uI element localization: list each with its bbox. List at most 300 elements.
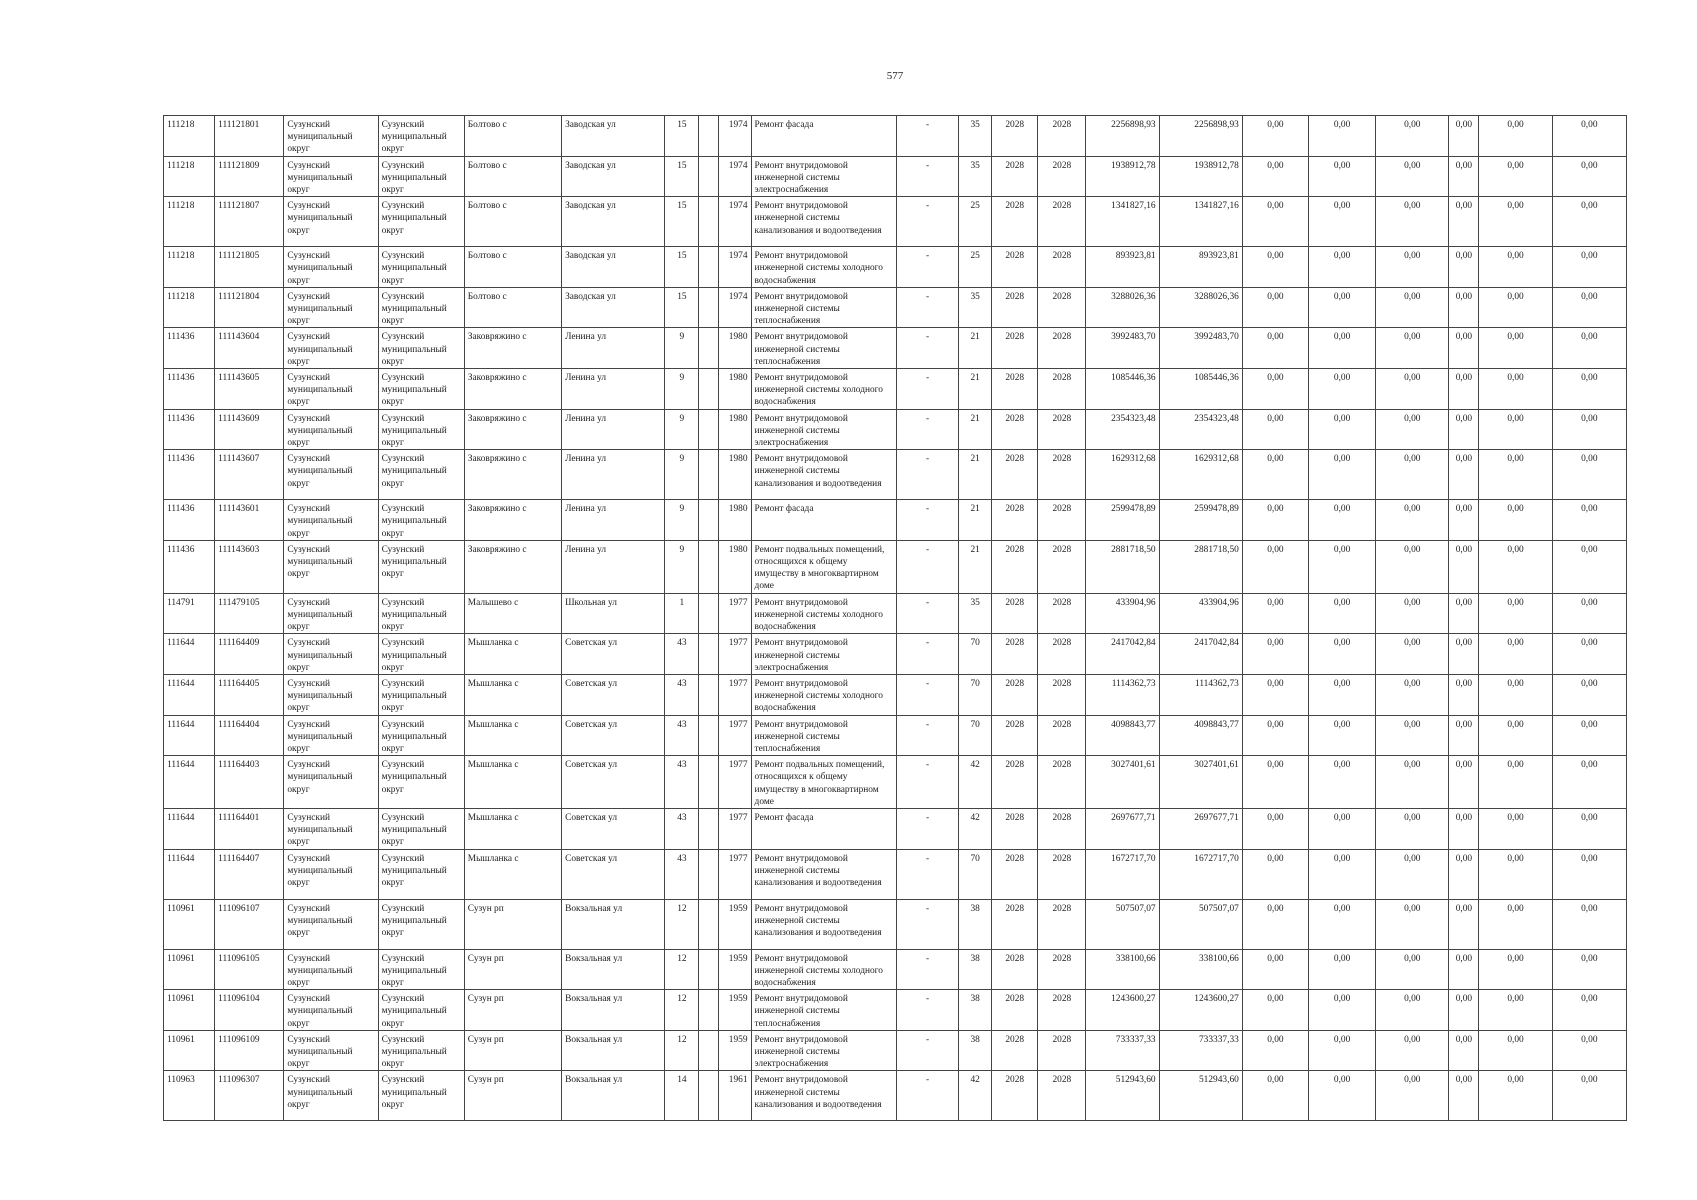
municipality-cell: Сузунский муниципальный округ: [284, 500, 378, 541]
cost-total-sum-cell: 2599478,89: [1159, 500, 1242, 541]
cost-total-sum-cell: 512943,60: [1159, 1071, 1242, 1121]
street-cell: Школьная ул: [562, 593, 665, 634]
cost-col-6-cell: 0,00: [1552, 949, 1626, 990]
cost-col-2-cell: 0,00: [1309, 328, 1376, 369]
house-id-cell: 110961: [164, 1030, 215, 1071]
work-type-cell: Ремонт внутридомовой инженерной системы канализования и водоотведения: [751, 197, 896, 247]
total-cost-cell: 433904,96: [1086, 593, 1159, 634]
cost-col-1-cell: 0,00: [1242, 328, 1308, 369]
dash-mark-cell: -: [896, 593, 958, 634]
cost-total-sum-cell: 2417042,84: [1159, 634, 1242, 675]
cost-col-2-cell: 0,00: [1309, 849, 1376, 899]
cost-col-2-cell: 0,00: [1309, 287, 1376, 328]
cost-col-2-cell: 0,00: [1309, 674, 1376, 715]
cost-col-2-cell: 0,00: [1309, 990, 1376, 1031]
cost-col-4-cell: 0,00: [1449, 634, 1479, 675]
cost-col-2-cell: 0,00: [1309, 1030, 1376, 1071]
dash-mark-cell: -: [896, 899, 958, 949]
total-cost-cell: 2256898,93: [1086, 116, 1159, 157]
dash-mark-cell: -: [896, 949, 958, 990]
work-type-cell: Ремонт внутридомовой инженерной системы канализования и водоотведения: [751, 849, 896, 899]
work-id-cell: 111164405: [215, 674, 284, 715]
cost-col-6-cell: 0,00: [1552, 156, 1626, 197]
total-cost-cell: 1938912,78: [1086, 156, 1159, 197]
cost-col-3-cell: 0,00: [1376, 808, 1449, 849]
cost-col-5-cell: 0,00: [1479, 899, 1552, 949]
plan-year-end-cell: 2028: [1038, 1030, 1086, 1071]
house-number-cell: 9: [665, 500, 699, 541]
year-built-cell: 1977: [719, 849, 751, 899]
total-cost-cell: 893923,81: [1086, 247, 1159, 288]
municipality-cell: Сузунский муниципальный округ: [284, 715, 378, 756]
street-cell: Вокзальная ул: [562, 949, 665, 990]
house-id-cell: 111218: [164, 287, 215, 328]
street-cell: Советская ул: [562, 634, 665, 675]
cost-col-4-cell: 0,00: [1449, 116, 1479, 157]
year-built-cell: 1980: [719, 540, 751, 593]
cost-total-sum-cell: 1629312,68: [1159, 450, 1242, 500]
cost-col-1-cell: 0,00: [1242, 500, 1308, 541]
locality-cell: Болтово с: [464, 156, 561, 197]
settlement-district-cell: Сузунский муниципальный округ: [378, 634, 464, 675]
municipality-cell: Сузунский муниципальный округ: [284, 1030, 378, 1071]
settlement-district-cell: Сузунский муниципальный округ: [378, 899, 464, 949]
cost-col-5-cell: 0,00: [1479, 450, 1552, 500]
year-built-cell: 1974: [719, 116, 751, 157]
cost-col-3-cell: 0,00: [1376, 674, 1449, 715]
table-row: [164, 287, 1627, 328]
work-id-cell: 111096105: [215, 949, 284, 990]
house-id-cell: 111218: [164, 247, 215, 288]
municipality-cell: Сузунский муниципальный округ: [284, 247, 378, 288]
year-built-cell: 1959: [719, 990, 751, 1031]
work-type-cell: Ремонт фасада: [751, 500, 896, 541]
dash-mark-cell: -: [896, 197, 958, 247]
cost-col-5-cell: 0,00: [1479, 808, 1552, 849]
plan-year-end-cell: 2028: [1038, 156, 1086, 197]
wear-percent-cell: 21: [959, 328, 992, 369]
house-id-cell: 111436: [164, 328, 215, 369]
settlement-district-cell: Сузунский муниципальный округ: [378, 116, 464, 157]
municipality-cell: Сузунский муниципальный округ: [284, 899, 378, 949]
wear-percent-cell: 70: [959, 715, 992, 756]
work-id-cell: 111164409: [215, 634, 284, 675]
house-id-cell: 111436: [164, 369, 215, 410]
settlement-district-cell: Сузунский муниципальный округ: [378, 540, 464, 593]
cost-col-3-cell: 0,00: [1376, 156, 1449, 197]
cost-col-5-cell: 0,00: [1479, 500, 1552, 541]
dash-mark-cell: -: [896, 849, 958, 899]
cost-col-4-cell: 0,00: [1449, 990, 1479, 1031]
street-cell: Заводская ул: [562, 287, 665, 328]
cost-total-sum-cell: 338100,66: [1159, 949, 1242, 990]
total-cost-cell: 2697677,71: [1086, 808, 1159, 849]
cost-total-sum-cell: 2256898,93: [1159, 116, 1242, 157]
locality-cell: Болтово с: [464, 197, 561, 247]
plan-year-start-cell: 2028: [992, 949, 1038, 990]
dash-mark-cell: -: [896, 409, 958, 450]
work-id-cell: 111121805: [215, 247, 284, 288]
municipality-cell: Сузунский муниципальный округ: [284, 949, 378, 990]
cost-col-6-cell: 0,00: [1552, 247, 1626, 288]
year-built-cell: 1980: [719, 409, 751, 450]
work-type-cell: Ремонт фасада: [751, 808, 896, 849]
dash-mark-cell: -: [896, 247, 958, 288]
cost-col-4-cell: 0,00: [1449, 450, 1479, 500]
house-number-cell: 9: [665, 369, 699, 410]
plan-year-end-cell: 2028: [1038, 715, 1086, 756]
cost-total-sum-cell: 3027401,61: [1159, 756, 1242, 809]
wear-percent-cell: 21: [959, 409, 992, 450]
year-built-cell: 1974: [719, 247, 751, 288]
table-row: [164, 849, 1627, 899]
locality-cell: Сузун рп: [464, 1071, 561, 1121]
work-type-cell: Ремонт внутридомовой инженерной системы теплоснабжения: [751, 287, 896, 328]
cost-col-5-cell: 0,00: [1479, 116, 1552, 157]
cost-total-sum-cell: 2881718,50: [1159, 540, 1242, 593]
cost-col-6-cell: 0,00: [1552, 715, 1626, 756]
plan-year-start-cell: 2028: [992, 899, 1038, 949]
municipality-cell: Сузунский муниципальный округ: [284, 369, 378, 410]
locality-cell: Сузун рп: [464, 990, 561, 1031]
house-number-cell: 43: [665, 715, 699, 756]
total-cost-cell: 507507,07: [1086, 899, 1159, 949]
cost-col-1-cell: 0,00: [1242, 156, 1308, 197]
plan-year-end-cell: 2028: [1038, 849, 1086, 899]
table-row: [164, 808, 1627, 849]
cost-col-3-cell: 0,00: [1376, 287, 1449, 328]
settlement-district-cell: Сузунский муниципальный округ: [378, 949, 464, 990]
house-id-cell: 111644: [164, 715, 215, 756]
street-cell: Ленина ул: [562, 328, 665, 369]
work-type-cell: Ремонт внутридомовой инженерной системы холодного водоснабжения: [751, 247, 896, 288]
cost-col-3-cell: 0,00: [1376, 369, 1449, 410]
cost-total-sum-cell: 2354323,48: [1159, 409, 1242, 450]
municipality-cell: Сузунский муниципальный округ: [284, 197, 378, 247]
total-cost-cell: 2881718,50: [1086, 540, 1159, 593]
cost-col-4-cell: 0,00: [1449, 409, 1479, 450]
wear-percent-cell: 38: [959, 990, 992, 1031]
street-cell: Советская ул: [562, 756, 665, 809]
cost-col-5-cell: 0,00: [1479, 328, 1552, 369]
municipality-cell: Сузунский муниципальный округ: [284, 540, 378, 593]
cost-total-sum-cell: 3992483,70: [1159, 328, 1242, 369]
cost-col-4-cell: 0,00: [1449, 715, 1479, 756]
cost-col-3-cell: 0,00: [1376, 756, 1449, 809]
house-number-cell: 14: [665, 1071, 699, 1121]
settlement-district-cell: Сузунский муниципальный округ: [378, 450, 464, 500]
table-row: [164, 450, 1627, 500]
street-cell: Ленина ул: [562, 369, 665, 410]
street-cell: Вокзальная ул: [562, 1071, 665, 1121]
cost-col-6-cell: 0,00: [1552, 1030, 1626, 1071]
cost-col-6-cell: 0,00: [1552, 500, 1626, 541]
cost-col-1-cell: 0,00: [1242, 1071, 1308, 1121]
dash-mark-cell: -: [896, 674, 958, 715]
cost-col-4-cell: 0,00: [1449, 849, 1479, 899]
cost-col-4-cell: 0,00: [1449, 593, 1479, 634]
cost-col-2-cell: 0,00: [1309, 540, 1376, 593]
house-id-cell: 111644: [164, 849, 215, 899]
cost-col-6-cell: 0,00: [1552, 674, 1626, 715]
work-type-cell: Ремонт внутридомовой инженерной системы холодного водоснабжения: [751, 369, 896, 410]
wear-percent-cell: 70: [959, 674, 992, 715]
total-cost-cell: 3992483,70: [1086, 328, 1159, 369]
plan-year-end-cell: 2028: [1038, 450, 1086, 500]
house-id-cell: 110963: [164, 1071, 215, 1121]
table-row: [164, 500, 1627, 541]
plan-year-start-cell: 2028: [992, 1030, 1038, 1071]
plan-year-start-cell: 2028: [992, 247, 1038, 288]
dash-mark-cell: -: [896, 1030, 958, 1071]
plan-year-start-cell: 2028: [992, 593, 1038, 634]
house-id-cell: 111436: [164, 500, 215, 541]
cost-col-4-cell: 0,00: [1449, 197, 1479, 247]
wear-percent-cell: 35: [959, 156, 992, 197]
locality-cell: Сузун рп: [464, 949, 561, 990]
cost-col-3-cell: 0,00: [1376, 634, 1449, 675]
cost-col-5-cell: 0,00: [1479, 634, 1552, 675]
locality-cell: Мышланка с: [464, 674, 561, 715]
settlement-district-cell: Сузунский муниципальный округ: [378, 1071, 464, 1121]
cost-col-3-cell: 0,00: [1376, 197, 1449, 247]
cost-col-5-cell: 0,00: [1479, 756, 1552, 809]
settlement-district-cell: Сузунский муниципальный округ: [378, 328, 464, 369]
work-id-cell: 111096107: [215, 899, 284, 949]
cost-col-5-cell: 0,00: [1479, 247, 1552, 288]
cost-total-sum-cell: 1085446,36: [1159, 369, 1242, 410]
plan-year-start-cell: 2028: [992, 500, 1038, 541]
cost-col-3-cell: 0,00: [1376, 450, 1449, 500]
cost-col-4-cell: 0,00: [1449, 369, 1479, 410]
work-id-cell: 111143605: [215, 369, 284, 410]
plan-year-end-cell: 2028: [1038, 949, 1086, 990]
work-type-cell: Ремонт внутридомовой инженерной системы канализования и водоотведения: [751, 450, 896, 500]
total-cost-cell: 3027401,61: [1086, 756, 1159, 809]
work-type-cell: Ремонт фасада: [751, 116, 896, 157]
cost-col-5-cell: 0,00: [1479, 849, 1552, 899]
work-id-cell: 111479105: [215, 593, 284, 634]
locality-cell: Болтово с: [464, 287, 561, 328]
work-id-cell: 111121809: [215, 156, 284, 197]
house-number-cell: 43: [665, 674, 699, 715]
house-id-cell: 110961: [164, 899, 215, 949]
cost-col-6-cell: 0,00: [1552, 287, 1626, 328]
plan-year-end-cell: 2028: [1038, 899, 1086, 949]
house-number-cell: 1: [665, 593, 699, 634]
plan-year-start-cell: 2028: [992, 1071, 1038, 1121]
plan-year-start-cell: 2028: [992, 756, 1038, 809]
wear-percent-cell: 70: [959, 849, 992, 899]
building-cell: [699, 450, 719, 500]
settlement-district-cell: Сузунский муниципальный округ: [378, 247, 464, 288]
wear-percent-cell: 21: [959, 500, 992, 541]
building-cell: [699, 500, 719, 541]
cost-col-1-cell: 0,00: [1242, 287, 1308, 328]
cost-col-1-cell: 0,00: [1242, 808, 1308, 849]
plan-year-start-cell: 2028: [992, 369, 1038, 410]
cost-col-6-cell: 0,00: [1552, 593, 1626, 634]
work-id-cell: 111096109: [215, 1030, 284, 1071]
work-id-cell: 111121801: [215, 116, 284, 157]
cost-col-1-cell: 0,00: [1242, 1030, 1308, 1071]
dash-mark-cell: -: [896, 808, 958, 849]
work-type-cell: Ремонт внутридомовой инженерной системы электроснабжения: [751, 634, 896, 675]
cost-total-sum-cell: 2697677,71: [1159, 808, 1242, 849]
work-id-cell: 111121804: [215, 287, 284, 328]
year-built-cell: 1980: [719, 450, 751, 500]
municipality-cell: Сузунский муниципальный округ: [284, 116, 378, 157]
plan-year-start-cell: 2028: [992, 156, 1038, 197]
cost-col-5-cell: 0,00: [1479, 990, 1552, 1031]
locality-cell: Заковряжино с: [464, 500, 561, 541]
municipality-cell: Сузунский муниципальный округ: [284, 287, 378, 328]
plan-year-start-cell: 2028: [992, 715, 1038, 756]
cost-col-2-cell: 0,00: [1309, 116, 1376, 157]
cost-col-1-cell: 0,00: [1242, 756, 1308, 809]
table-row: [164, 197, 1627, 247]
cost-col-5-cell: 0,00: [1479, 197, 1552, 247]
cost-col-2-cell: 0,00: [1309, 450, 1376, 500]
work-type-cell: Ремонт внутридомовой инженерной системы канализования и водоотведения: [751, 899, 896, 949]
dash-mark-cell: -: [896, 715, 958, 756]
wear-percent-cell: 38: [959, 1030, 992, 1071]
dash-mark-cell: -: [896, 634, 958, 675]
building-cell: [699, 634, 719, 675]
table-row: [164, 1071, 1627, 1121]
cost-col-1-cell: 0,00: [1242, 369, 1308, 410]
plan-year-end-cell: 2028: [1038, 247, 1086, 288]
table-row: [164, 715, 1627, 756]
cost-col-4-cell: 0,00: [1449, 899, 1479, 949]
table-row: [164, 949, 1627, 990]
year-built-cell: 1974: [719, 156, 751, 197]
municipality-cell: Сузунский муниципальный округ: [284, 756, 378, 809]
year-built-cell: 1980: [719, 500, 751, 541]
building-cell: [699, 540, 719, 593]
house-number-cell: 15: [665, 116, 699, 157]
cost-col-5-cell: 0,00: [1479, 369, 1552, 410]
house-number-cell: 15: [665, 156, 699, 197]
year-built-cell: 1959: [719, 1030, 751, 1071]
table-body: [164, 116, 1627, 1121]
cost-col-1-cell: 0,00: [1242, 634, 1308, 675]
dash-mark-cell: -: [896, 328, 958, 369]
plan-year-end-cell: 2028: [1038, 593, 1086, 634]
table-row: [164, 369, 1627, 410]
table-row: [164, 899, 1627, 949]
wear-percent-cell: 42: [959, 1071, 992, 1121]
building-cell: [699, 247, 719, 288]
settlement-district-cell: Сузунский муниципальный округ: [378, 500, 464, 541]
house-number-cell: 12: [665, 990, 699, 1031]
wear-percent-cell: 25: [959, 247, 992, 288]
plan-year-end-cell: 2028: [1038, 756, 1086, 809]
house-number-cell: 43: [665, 756, 699, 809]
building-cell: [699, 808, 719, 849]
dash-mark-cell: -: [896, 287, 958, 328]
cost-col-5-cell: 0,00: [1479, 593, 1552, 634]
building-cell: [699, 674, 719, 715]
total-cost-cell: 1114362,73: [1086, 674, 1159, 715]
building-cell: [699, 116, 719, 157]
municipality-cell: Сузунский муниципальный округ: [284, 990, 378, 1031]
total-cost-cell: 338100,66: [1086, 949, 1159, 990]
total-cost-cell: 512943,60: [1086, 1071, 1159, 1121]
settlement-district-cell: Сузунский муниципальный округ: [378, 369, 464, 410]
year-built-cell: 1980: [719, 369, 751, 410]
plan-year-start-cell: 2028: [992, 540, 1038, 593]
year-built-cell: 1977: [719, 808, 751, 849]
settlement-district-cell: Сузунский муниципальный округ: [378, 715, 464, 756]
house-id-cell: 111436: [164, 409, 215, 450]
municipality-cell: Сузунский муниципальный округ: [284, 808, 378, 849]
cost-col-2-cell: 0,00: [1309, 808, 1376, 849]
cost-col-4-cell: 0,00: [1449, 756, 1479, 809]
wear-percent-cell: 42: [959, 756, 992, 809]
cost-col-3-cell: 0,00: [1376, 990, 1449, 1031]
plan-year-end-cell: 2028: [1038, 197, 1086, 247]
total-cost-cell: 4098843,77: [1086, 715, 1159, 756]
year-built-cell: 1980: [719, 328, 751, 369]
municipality-cell: Сузунский муниципальный округ: [284, 409, 378, 450]
house-number-cell: 12: [665, 1030, 699, 1071]
work-type-cell: Ремонт внутридомовой инженерной системы холодного водоснабжения: [751, 949, 896, 990]
locality-cell: Малышево с: [464, 593, 561, 634]
building-cell: [699, 756, 719, 809]
locality-cell: Сузун рп: [464, 1030, 561, 1071]
work-id-cell: 111121807: [215, 197, 284, 247]
cost-col-6-cell: 0,00: [1552, 756, 1626, 809]
street-cell: Заводская ул: [562, 156, 665, 197]
locality-cell: Мышланка с: [464, 849, 561, 899]
street-cell: Ленина ул: [562, 540, 665, 593]
dash-mark-cell: -: [896, 116, 958, 157]
page-number: 577: [886, 70, 904, 82]
locality-cell: Мышланка с: [464, 715, 561, 756]
table-row: [164, 247, 1627, 288]
year-built-cell: 1974: [719, 197, 751, 247]
locality-cell: Сузун рп: [464, 899, 561, 949]
cost-col-4-cell: 0,00: [1449, 328, 1479, 369]
work-type-cell: Ремонт внутридомовой инженерной системы канализования и водоотведения: [751, 1071, 896, 1121]
plan-year-end-cell: 2028: [1038, 808, 1086, 849]
house-id-cell: 111644: [164, 674, 215, 715]
cost-col-3-cell: 0,00: [1376, 500, 1449, 541]
cost-col-2-cell: 0,00: [1309, 500, 1376, 541]
house-number-cell: 9: [665, 409, 699, 450]
cost-col-1-cell: 0,00: [1242, 949, 1308, 990]
cost-col-4-cell: 0,00: [1449, 808, 1479, 849]
cost-total-sum-cell: 4098843,77: [1159, 715, 1242, 756]
wear-percent-cell: 70: [959, 634, 992, 675]
building-cell: [699, 1030, 719, 1071]
building-cell: [699, 949, 719, 990]
cost-col-1-cell: 0,00: [1242, 849, 1308, 899]
municipality-cell: Сузунский муниципальный округ: [284, 450, 378, 500]
year-built-cell: 1959: [719, 949, 751, 990]
plan-year-end-cell: 2028: [1038, 116, 1086, 157]
locality-cell: Болтово с: [464, 116, 561, 157]
dash-mark-cell: -: [896, 990, 958, 1031]
table-row: [164, 593, 1627, 634]
plan-year-start-cell: 2028: [992, 409, 1038, 450]
plan-year-start-cell: 2028: [992, 450, 1038, 500]
municipality-cell: Сузунский муниципальный округ: [284, 156, 378, 197]
table-row: [164, 756, 1627, 809]
table-row: [164, 674, 1627, 715]
building-cell: [699, 197, 719, 247]
